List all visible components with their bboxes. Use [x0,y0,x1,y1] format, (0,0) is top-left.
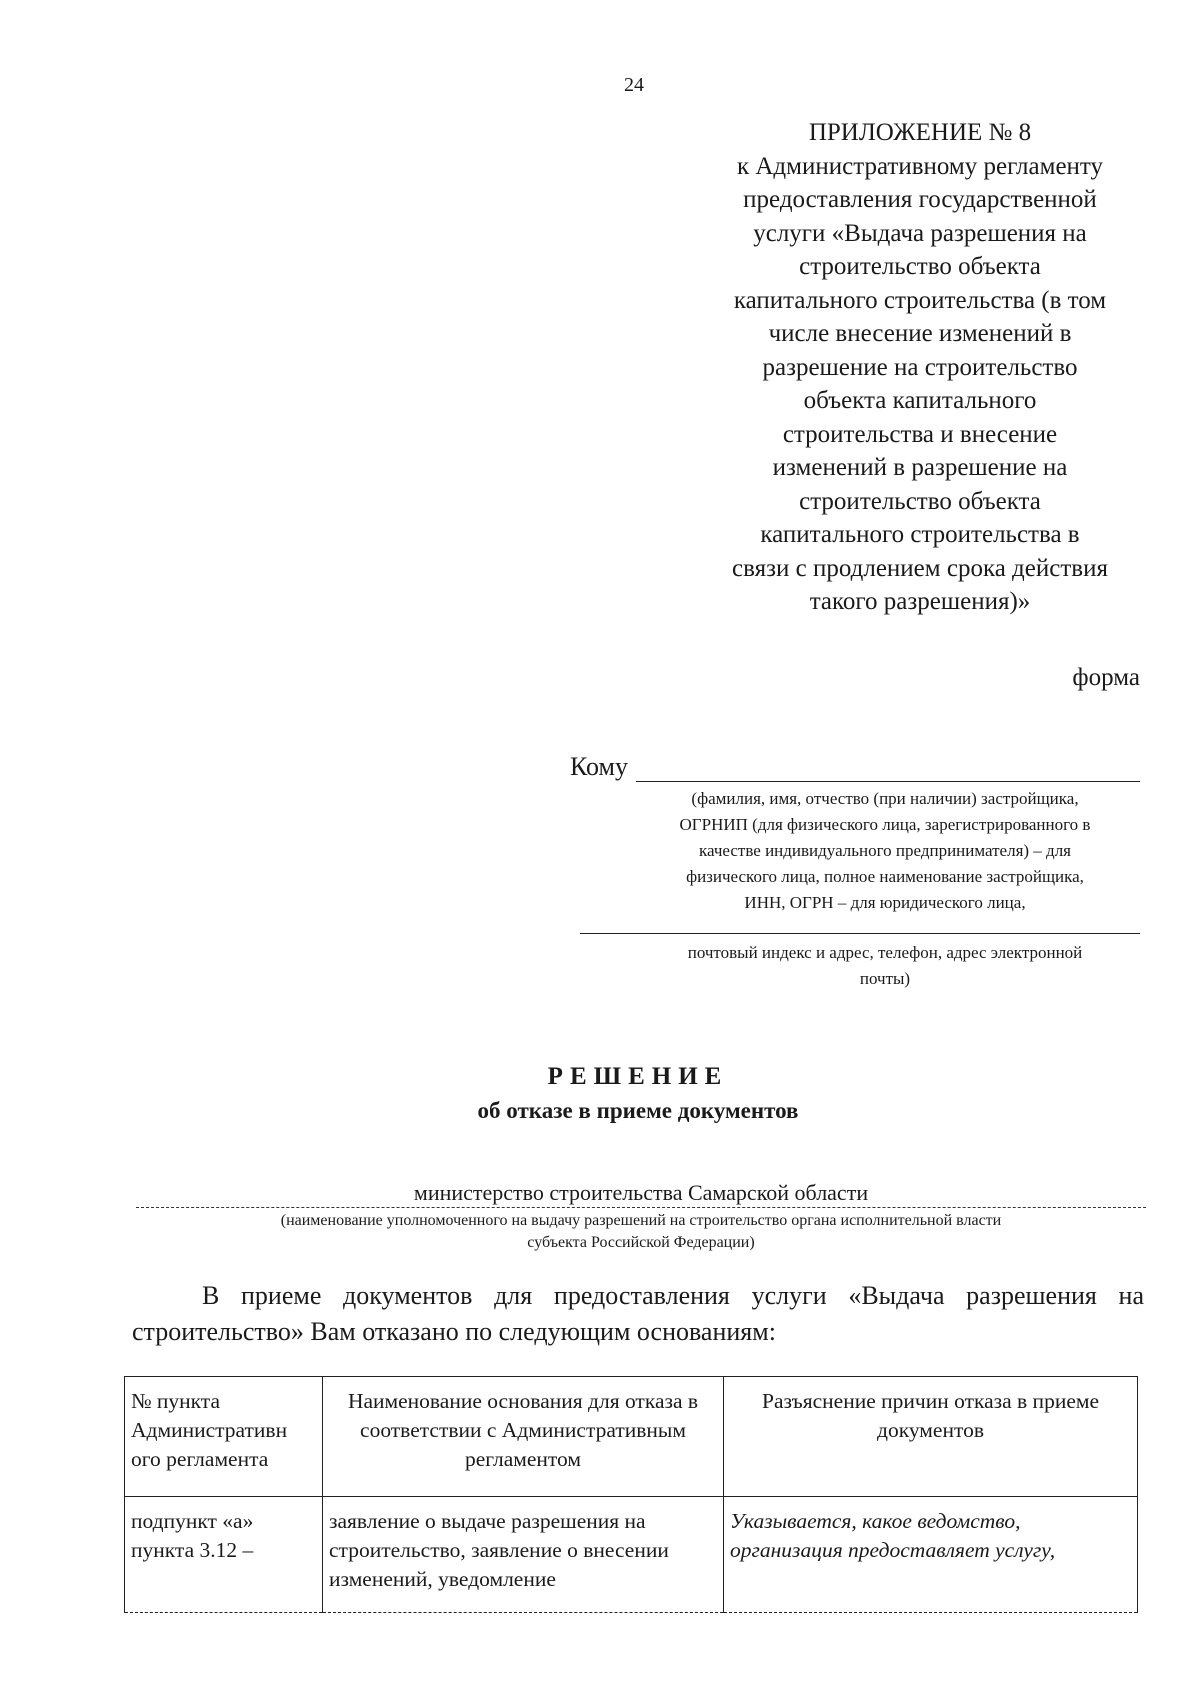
authority-caption-line: субъекта Российской Федерации) [527,1234,755,1251]
appendix-line: строительства и внесение [782,420,1058,448]
appendix-line: связи с продлением срока действия [732,554,1108,582]
decision-title: РЕШЕНИЕ [547,1063,729,1090]
authority-caption [136,1210,1146,1254]
appendix-title: ПРИЛОЖЕНИЕ № 8 [808,119,1032,146]
cell-basis: заявление о выдаче разрешения на строительство, заявление о внесении изменений, уведомление [323,1497,724,1613]
header-explanation: Разъяснение причин отказа в приеме документов [724,1377,1138,1497]
form-label: форма [1072,664,1140,691]
appendix-line: строительство объекта [799,487,1041,515]
recipient-caption-line: ИНН, ОГРН – для юридического лица, [744,893,1026,912]
authority-caption-line: (наименование уполномоченного на выдачу разрешений на строительство органа исполнительной власти [280,1212,1002,1229]
appendix-line: капитального строительства (в том [733,286,1107,314]
recipient-address-caption-line: почты) [859,969,911,988]
appendix-line: объекта капитального [803,387,1037,414]
appendix-line: числе внесение изменений в [768,320,1072,347]
decision-subtitle: об отказе в приеме документов [477,1098,799,1123]
table-row [125,1497,1138,1613]
appendix-line: разрешение на строительство [762,353,1078,381]
recipient-block [570,752,1140,992]
recipient-caption-line: физического лица, полное наименование застройщика, [686,867,1084,886]
cell-point: подпункт «а» пункта 3.12 – [125,1497,323,1613]
recipient-row [570,752,1140,782]
recipient-address-caption-line: почтовый индекс и адрес, телефон, адрес электронной [687,943,1083,962]
table-header-row [125,1377,1138,1497]
recipient-caption-line: качестве индивидуального предпринимателя) – для [699,841,1071,860]
authority-block [136,1180,1146,1254]
recipient-caption [630,786,1140,916]
recipient-caption-line: (фамилия, имя, отчество (при наличии) застройщика, [691,789,1079,808]
cell-explanation: Указывается, какое ведомство, организация предоставляет услугу, [724,1497,1138,1613]
appendix-block [700,116,1140,619]
recipient-address-line [580,932,1140,934]
header-point: № пункта Административн ого регламента [125,1377,323,1497]
recipient-fill-line [636,757,1140,782]
authority-name: министерство строительства Самарской области [136,1180,1146,1208]
appendix-line: капитального строительства в [760,521,1080,548]
recipient-label: Кому [570,752,629,781]
appendix-line: такого разрешения)» [809,588,1031,615]
refusal-statement: В приеме документов для предоставления услуги «Выдача разрешения на строительство» Вам отказано по следующим основаниям: [132,1281,1144,1346]
header-basis: Наименование основания для отказа в соответствии с Административным регламентом [323,1377,724,1497]
appendix-line: к Административному регламенту [736,152,1104,180]
page-number: 24 [624,74,644,96]
appendix-line: строительство объекта [799,253,1041,280]
recipient-address-caption [630,940,1140,992]
recipient-caption-line: ОГРНИП (для физического лица, зарегистрированного в [679,815,1091,834]
refusal-grounds-table [124,1376,1138,1613]
appendix-line: изменений в разрешение на [772,454,1068,481]
appendix-line: предоставления государственной [743,186,1097,213]
appendix-line: услуги «Выдача разрешения на [753,219,1087,247]
